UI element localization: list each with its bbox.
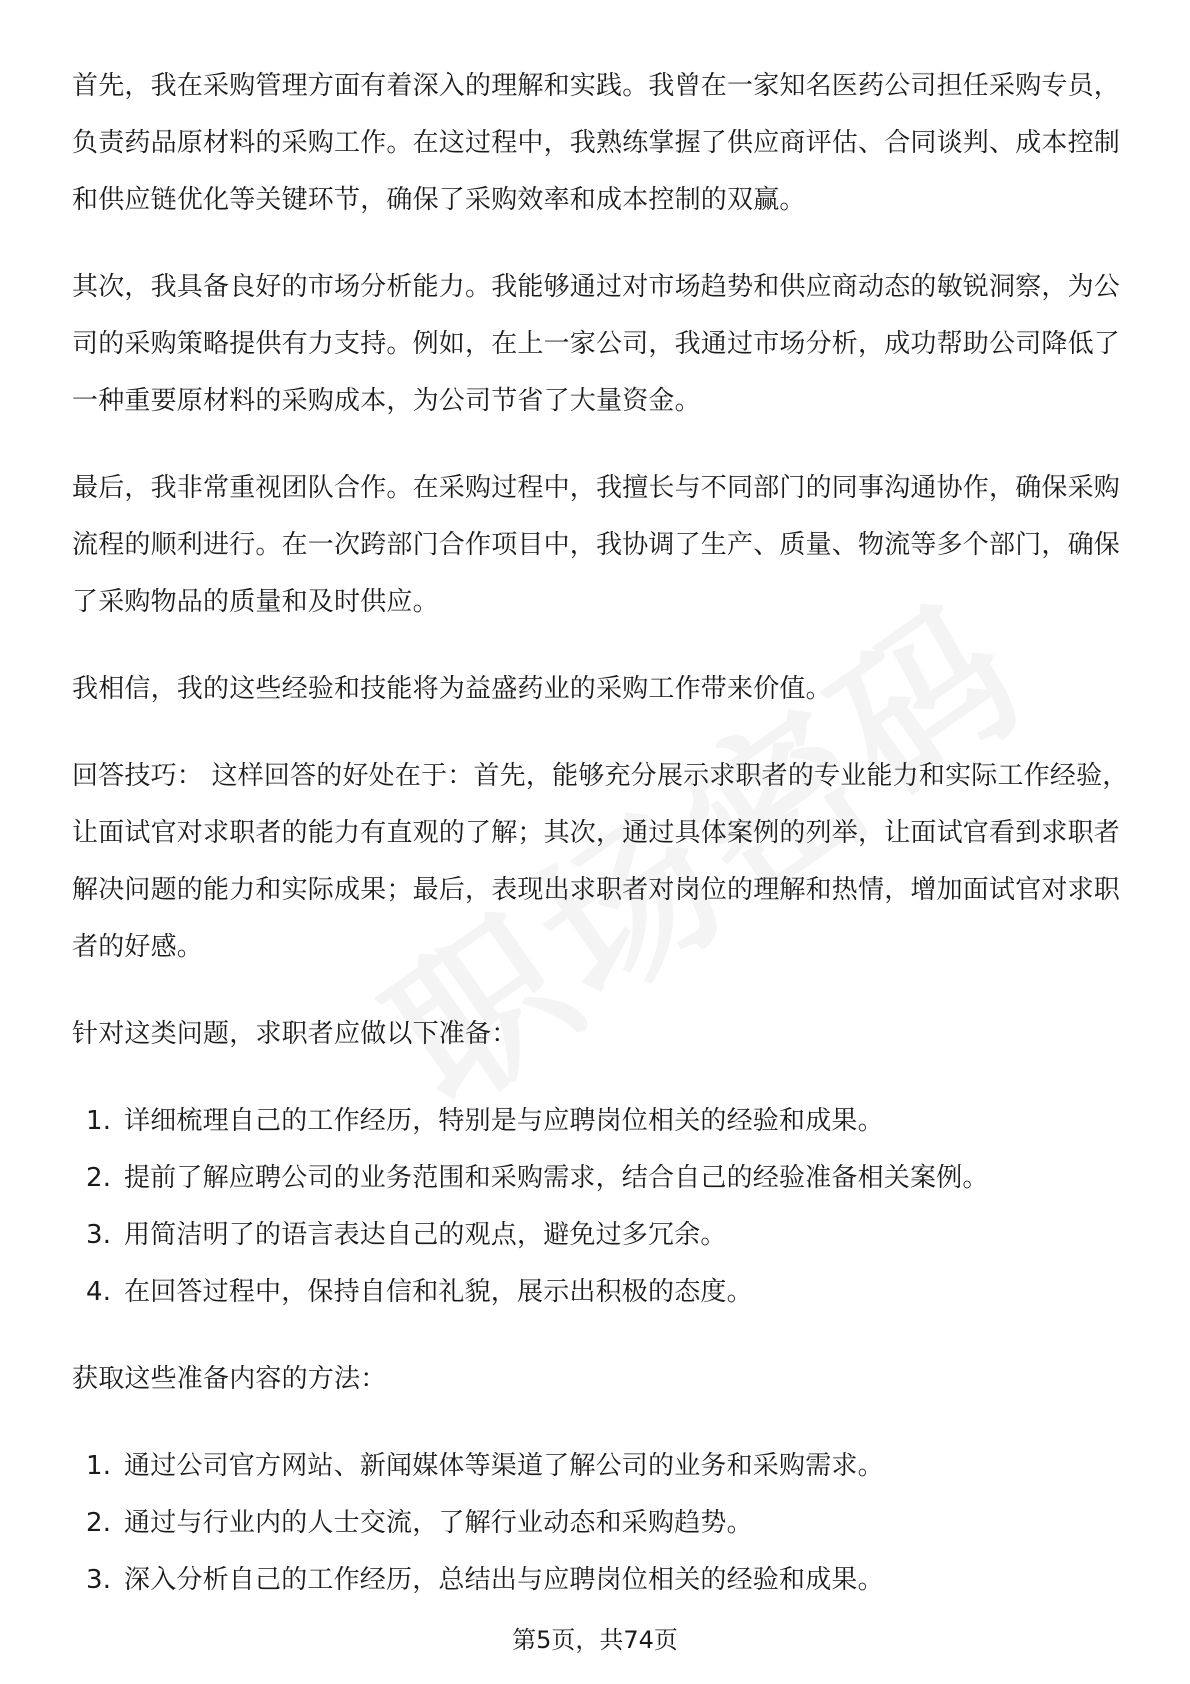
- methods-list: [72, 1438, 1132, 1609]
- document-body: [72, 58, 1132, 1639]
- list-text: 深入分析自己的工作经历，总结出与应聘岗位相关的经验和成果。: [124, 1565, 884, 1595]
- list-item: [72, 1207, 1132, 1264]
- list-text: 通过公司官方网站、新闻媒体等渠道了解公司的业务和采购需求。: [124, 1451, 884, 1481]
- list-number: 4.: [86, 1277, 112, 1307]
- paragraph-answer-tips: 回答技巧： 这样回答的好处在于：首先，能够充分展示求职者的专业能力和实际工作经验，让面试官对求职者的能力有直观的了解；其次，通过具体案例的列举，让面试官看到求职者解决问题的能力和实际成果；最后，表现出求职者对岗位的理解和热情，增加面试官对求职者的好感。: [72, 761, 1129, 962]
- list-item: [72, 1495, 1132, 1552]
- list-item: [72, 1438, 1132, 1495]
- list-item: [72, 1093, 1132, 1150]
- list-item: [72, 1150, 1132, 1207]
- paragraph-methods-heading: 获取这些准备内容的方法：: [72, 1364, 387, 1394]
- paragraph-conclusion: 我相信，我的这些经验和技能将为益盛药业的采购工作带来价值。: [72, 674, 832, 704]
- list-number: 2.: [86, 1508, 112, 1538]
- list-text: 用简洁明了的语言表达自己的观点，避免过多冗余。: [124, 1220, 727, 1250]
- paragraph-prep-heading: 针对这类问题，求职者应做以下准备：: [72, 1019, 518, 1049]
- list-text: 通过与行业内的人士交流，了解行业动态和采购趋势。: [124, 1508, 753, 1538]
- list-text: 提前了解应聘公司的业务范围和采购需求，结合自己的经验准备相关案例。: [124, 1163, 989, 1193]
- list-item: [72, 1552, 1132, 1609]
- list-number: 3.: [86, 1220, 112, 1250]
- paragraph-procurement: 首先，我在采购管理方面有着深入的理解和实践。我曾在一家知名医药公司担任采购专员，负责药品原材料的采购工作。在这过程中，我熟练掌握了供应商评估、合同谈判、成本控制和供应链优化等关键环节，确保了采购效率和成本控制的双赢。: [72, 71, 1121, 215]
- list-item: [72, 1264, 1132, 1321]
- list-number: 1.: [86, 1106, 112, 1136]
- paragraph-teamwork: 最后，我非常重视团队合作。在采购过程中，我擅长与不同部门的同事沟通协作，确保采购流程的顺利进行。在一次跨部门合作项目中，我协调了生产、质量、物流等多个部门，确保了采购物品的质量和及时供应。: [72, 473, 1121, 617]
- list-number: 1.: [86, 1451, 112, 1481]
- list-text: 在回答过程中，保持自信和礼貌，展示出积极的态度。: [124, 1277, 753, 1307]
- list-number: 2.: [86, 1163, 112, 1193]
- prep-list: [72, 1093, 1132, 1321]
- page-number-footer: 第5页，共74页: [512, 1626, 678, 1654]
- list-text: 详细梳理自己的工作经历，特别是与应聘岗位相关的经验和成果。: [124, 1106, 884, 1136]
- list-number: 3.: [86, 1565, 112, 1595]
- paragraph-market-analysis: 其次，我具备良好的市场分析能力。我能够通过对市场趋势和供应商动态的敏锐洞察，为公司的采购策略提供有力支持。例如，在上一家公司，我通过市场分析，成功帮助公司降低了一种重要原材料的采购成本，为公司节省了大量资金。: [72, 272, 1121, 416]
